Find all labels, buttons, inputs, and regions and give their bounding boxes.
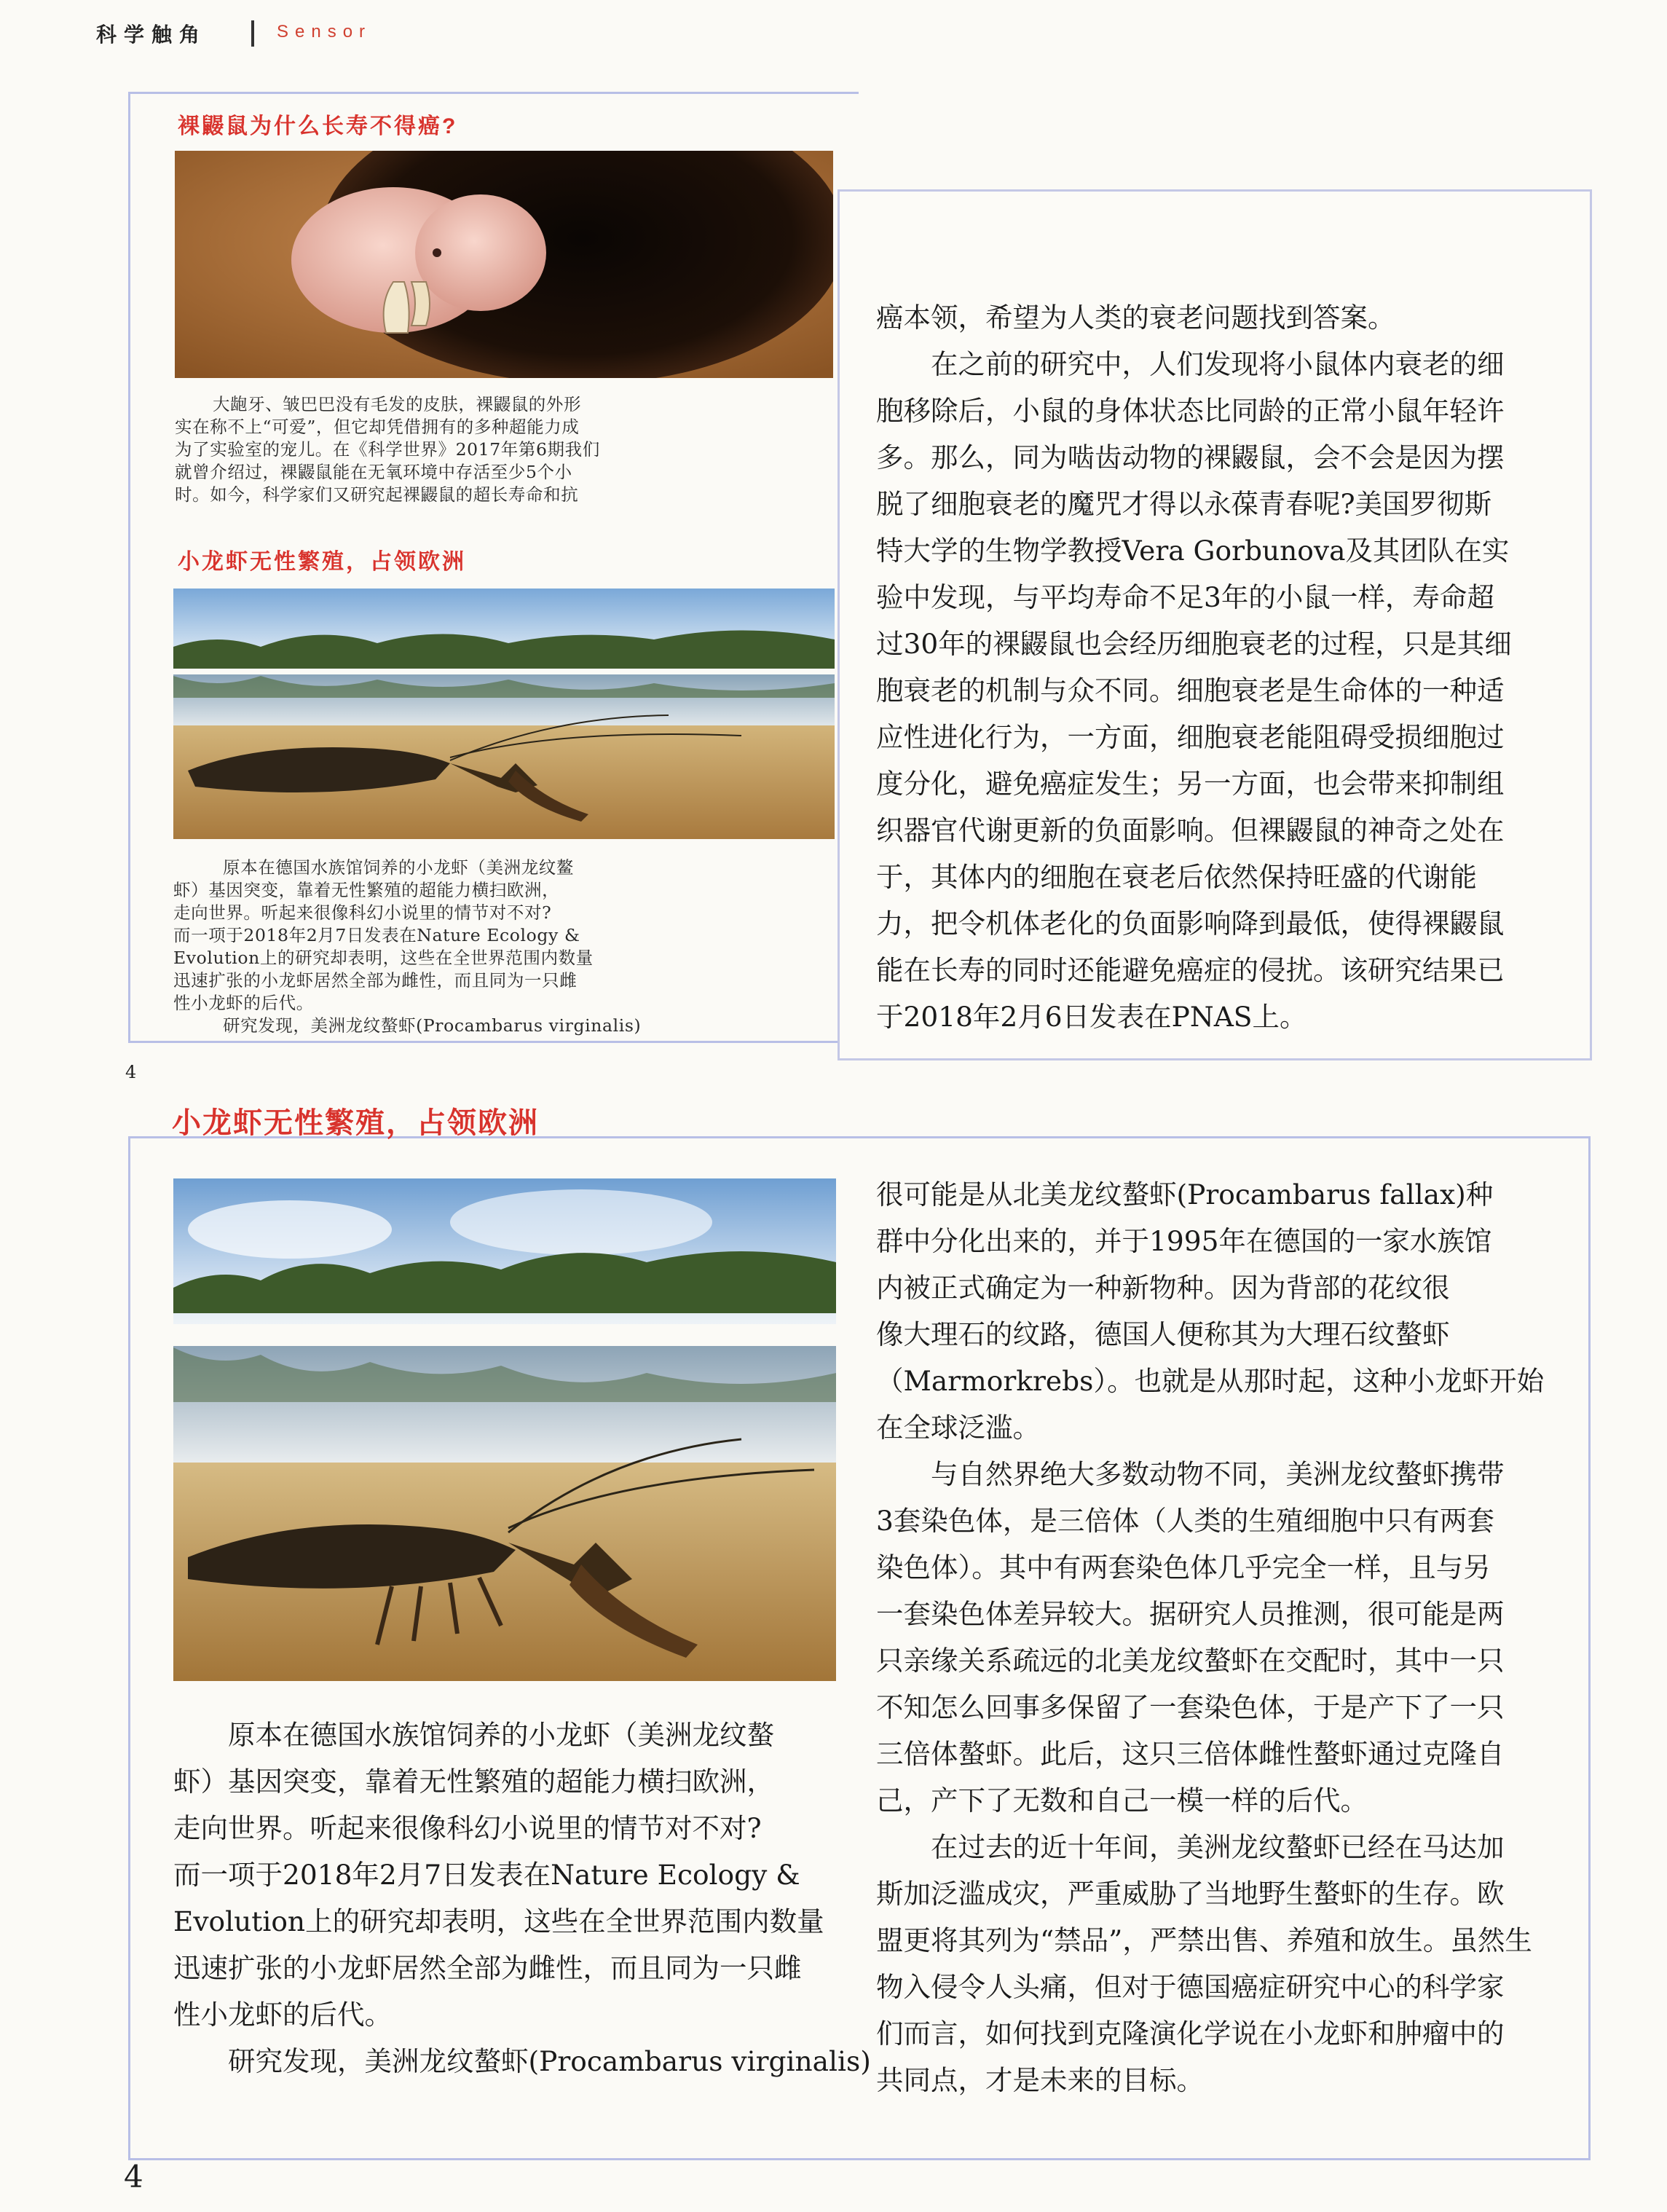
page-number-small: 4 [125,1062,137,1082]
mole-rat-article-body [876,294,1512,1040]
paragraph-line: Evolution上的研究却表明，这些在全世界范围内数量 [173,1905,824,1937]
paragraph-line: 验中发现，与平均寿命不足3年的小鼠一样，寿命超 [876,581,1494,613]
paragraph-line: 多。那么，同为啮齿动物的裸鼹鼠，会不会是因为摆 [876,441,1505,473]
paragraph-line: 染色体）。其中有两套染色体几乎完全一样，且与另 [876,1551,1491,1583]
paragraph-line: 应性进化行为，一方面，细胞衰老能阻碍受损细胞过 [876,721,1505,753]
paragraph-line: 胞移除后，小鼠的身体状态比同龄的正常小鼠年轻许 [876,395,1505,427]
paragraph-line: 脱了细胞衰老的魔咒才得以永葆青春呢?美国罗彻斯 [876,488,1492,520]
paragraph-line: 走向世界。听起来很像科幻小说里的情节对不对? [173,1812,762,1844]
caption-line: Evolution上的研究却表明，这些在全世界范围内数量 [173,948,594,968]
mole-rat-photo [175,151,833,378]
paragraph-line: 像大理石的纹路，德国人便称其为大理石纹螯虾 [876,1318,1450,1350]
paragraph-line: 原本在德国水族馆饲养的小龙虾（美洲龙纹螯 [228,1719,774,1751]
paragraph-line: 在之前的研究中，人们发现将小鼠体内衰老的细 [931,348,1505,380]
section-title-mole-rat: 裸鼹鼠为什么长寿不得癌? [178,114,458,138]
paragraph-line: 不知怎么回事多保留了一套染色体，于是产下了一只 [876,1691,1505,1723]
crayfish-article-right [876,1171,1544,2103]
caption-mole-rat [175,393,835,506]
header-divider [251,20,254,47]
column-title-cn: 科学触角 [96,23,208,47]
paragraph-line: 三倍体螯虾。此后，这只三倍体雌性螯虾通过克隆自 [876,1738,1505,1770]
paragraph-line: 癌本领，希望为人类的衰老问题找到答案。 [876,302,1395,334]
paragraph-line: 群中分化出来的，并于1995年在德国的一家水族馆 [876,1225,1492,1257]
paragraph-line: 与自然界绝大多数动物不同，美洲龙纹螯虾携带 [931,1458,1505,1490]
paragraph-line: 特大学的生物学教授Vera Gorbunova及其团队在实 [876,535,1510,567]
paragraph-line: 而一项于2018年2月7日发表在Nature Ecology & [173,1859,800,1891]
caption-line: 迅速扩张的小龙虾居然全部为雌性，而且同为一只雌 [173,970,578,991]
paragraph-line: 物入侵令人头痛，但对于德国癌症研究中心的科学家 [876,1971,1505,2003]
crayfish-article-left [173,1712,871,2085]
caption-line: 性小龙虾的后代。 [173,993,314,1013]
caption-line: 为了实验室的宠儿。在《科学世界》2017年第6期我们 [175,439,600,460]
paragraph-line: 于，其体内的细胞在衰老后依然保持旺盛的代谢能 [876,861,1477,893]
paragraph-line: 在全球泛滥。 [876,1412,1040,1444]
caption-line: 时。如今，科学家们又研究起裸鼹鼠的超长寿命和抗 [175,484,579,505]
crayfish-photo-small [173,589,835,839]
paragraph-line: 内被正式确定为一种新物种。因为背部的花纹很 [876,1272,1450,1304]
paragraph-line: 己，产下了无数和自己一模一样的后代。 [876,1784,1368,1817]
paragraph-line: 胞衰老的机制与众不同。细胞衰老是生命体的一种适 [876,674,1505,706]
section-title-crayfish: 小龙虾无性繁殖，占领欧洲 [172,1107,539,1139]
caption-line: 而一项于2018年2月7日发表在Nature Ecology & [173,925,580,945]
caption-line: 原本在德国水族馆饲养的小龙虾（美洲龙纹鳌 [223,857,574,878]
caption-line: 走向世界。听起来很像科幻小说里的情节对不对? [173,902,552,923]
paragraph-line: 斯加泛滥成灾，严重威胁了当地野生螯虾的生存。欧 [876,1878,1505,1910]
paragraph-line: 研究发现，美洲龙纹螯虾(Procambarus virginalis) [228,2045,871,2077]
caption-line: 就曾介绍过，裸鼹鼠能在无氧环境中存活至少5个小 [175,462,572,482]
paragraph-line: 只亲缘关系疏远的北美龙纹螯虾在交配时，其中一只 [876,1645,1505,1677]
paragraph-line: 力，把令机体老化的负面影响降到最低，使得裸鼹鼠 [876,908,1505,940]
paragraph-line: 很可能是从北美龙纹螯虾(Procambarus fallax)种 [876,1178,1494,1211]
paragraph-line: （Marmorkrebs）。也就是从那时起，这种小龙虾开始 [876,1365,1545,1397]
paragraph-line: 虾）基因突变，靠着无性繁殖的超能力横扫欧洲， [173,1766,774,1798]
paragraph-line: 在过去的近十年间，美洲龙纹螯虾已经在马达加 [931,1831,1505,1863]
column-title-en: Sensor [277,22,372,42]
paragraph-line: 能在长寿的同时还能避免癌症的侵扰。该研究结果已 [876,954,1505,986]
paragraph-line: 性小龙虾的后代。 [173,1999,392,2031]
paragraph-line: 织器官代谢更新的负面影响。但裸鼹鼠的神奇之处在 [876,814,1505,846]
caption-line: 大龅牙、皱巴巴没有毛发的皮肤，裸鼹鼠的外形 [213,394,582,414]
caption-line: 虾）基因突变，靠着无性繁殖的超能力横扫欧洲， [173,880,560,900]
caption-line: 研究发现，美洲龙纹螯虾(Procambarus virginalis) [223,1015,642,1036]
paragraph-line: 过30年的裸鼹鼠也会经历细胞衰老的过程，只是其细 [876,628,1512,660]
paragraph-line: 度分化，避免癌症发生；另一方面，也会带来抑制组 [876,768,1505,800]
paragraph-line: 3套染色体，是三倍体（人类的生殖细胞中只有两套 [876,1505,1494,1537]
paragraph-line: 盟更将其列为“禁品”，严禁出售、养殖和放生。虽然生 [876,1924,1532,1956]
paragraph-line: 一套染色体差异较大。据研究人员推测，很可能是两 [876,1598,1505,1630]
caption-line: 实在称不上“可爱”，但它却凭借拥有的多种超能力成 [175,417,580,437]
paragraph-line: 们而言，如何找到克隆演化学说在小龙虾和肿瘤中的 [876,2018,1505,2050]
page-number: 4 [124,2159,143,2195]
caption-crayfish-small [173,857,836,1037]
section-title-crayfish-small: 小龙虾无性繁殖，占领欧洲 [178,550,466,574]
paragraph-line: 共同点，才是未来的目标。 [876,2064,1204,2096]
paragraph-line: 迅速扩张的小龙虾居然全部为雌性，而且同为一只雌 [173,1952,802,1984]
crayfish-photo-large [173,1178,836,1681]
paragraph-line: 于2018年2月6日发表在PNAS上。 [876,1001,1307,1033]
